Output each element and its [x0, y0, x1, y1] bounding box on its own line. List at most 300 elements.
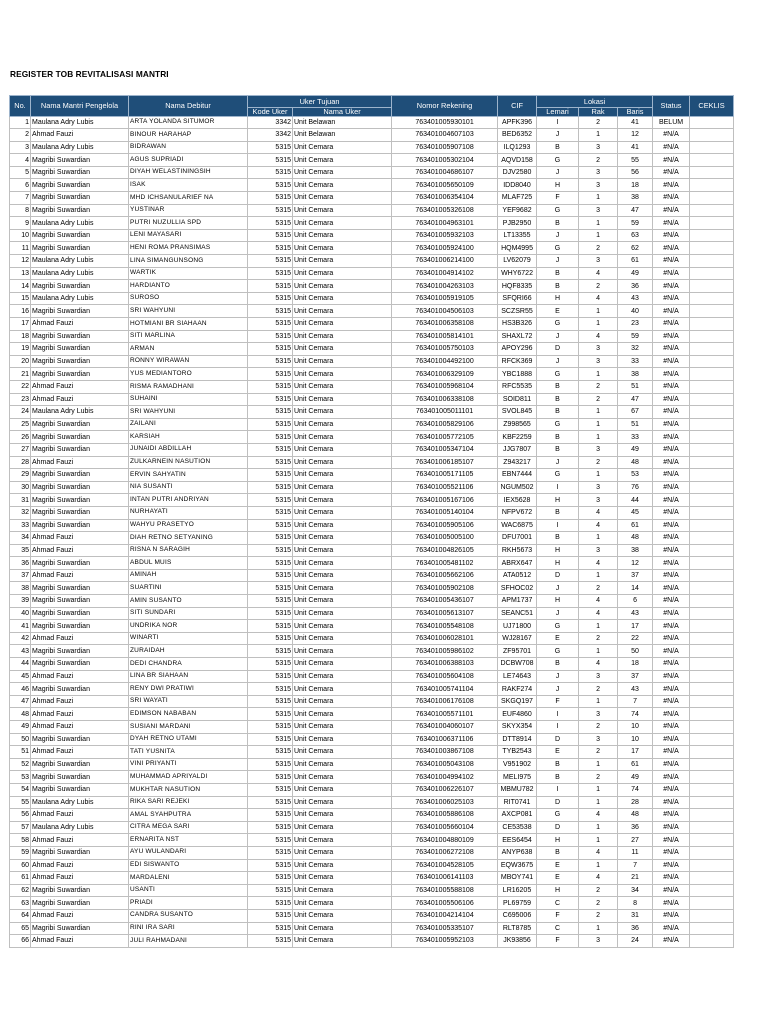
cell-mantri: Magribi Suwardian [31, 733, 129, 746]
cell-baris: 61 [618, 758, 653, 771]
cell-mantri: Maulana Adry Lubis [31, 292, 129, 305]
header-no: No. [10, 96, 31, 117]
cell-baris: 21 [618, 872, 653, 885]
cell-kode-uker: 3342 [248, 129, 293, 142]
cell-no: 66 [10, 935, 31, 948]
cell-rekening: 763401006185107 [392, 456, 498, 469]
cell-no: 6 [10, 179, 31, 192]
cell-cif: EES6454 [498, 834, 537, 847]
cell-status: #N/A [653, 229, 690, 242]
cell-no: 14 [10, 280, 31, 293]
cell-baris: 22 [618, 632, 653, 645]
cell-rekening: 763401005930101 [392, 116, 498, 129]
cell-kode-uker: 5315 [248, 192, 293, 205]
cell-rak: 1 [579, 406, 618, 419]
cell-debitur: KARSIAH [129, 431, 248, 444]
cell-baris: 59 [618, 330, 653, 343]
cell-cif: AQVD158 [498, 154, 537, 167]
cell-cif: SHAXL72 [498, 330, 537, 343]
header-debitur: Nama Debitur [129, 96, 248, 117]
cell-ceklis [690, 859, 734, 872]
cell-status: #N/A [653, 809, 690, 822]
cell-rekening: 763401004963101 [392, 217, 498, 230]
cell-lemari: G [537, 154, 579, 167]
cell-status: #N/A [653, 443, 690, 456]
cell-baris: 18 [618, 658, 653, 671]
cell-ceklis [690, 872, 734, 885]
cell-debitur: ARMAN [129, 343, 248, 356]
cell-lemari: H [537, 557, 579, 570]
cell-rekening: 763401005521106 [392, 481, 498, 494]
cell-lemari: J [537, 607, 579, 620]
cell-ceklis [690, 481, 734, 494]
cell-no: 16 [10, 305, 31, 318]
table-row [10, 532, 734, 545]
cell-mantri: Ahmad Fauzi [31, 456, 129, 469]
table-row [10, 519, 734, 532]
table-row [10, 909, 734, 922]
cell-rekening: 763401006226107 [392, 783, 498, 796]
cell-cif: MBMU782 [498, 783, 537, 796]
cell-ceklis [690, 922, 734, 935]
cell-nama-uker: Unit Cemara [293, 406, 392, 419]
cell-rak: 3 [579, 670, 618, 683]
cell-lemari: B [537, 267, 579, 280]
cell-kode-uker: 5315 [248, 406, 293, 419]
cell-mantri: Magribi Suwardian [31, 431, 129, 444]
cell-status: #N/A [653, 141, 690, 154]
cell-rak: 2 [579, 456, 618, 469]
cell-nama-uker: Unit Cemara [293, 217, 392, 230]
cell-cif: APFK396 [498, 116, 537, 129]
cell-cif: JJG7807 [498, 443, 537, 456]
cell-rak: 2 [579, 380, 618, 393]
cell-status: #N/A [653, 821, 690, 834]
cell-kode-uker: 5315 [248, 255, 293, 268]
cell-lemari: I [537, 721, 579, 734]
header-nama-uker: Nama Uker [293, 107, 392, 116]
cell-debitur: ISAK [129, 179, 248, 192]
cell-rekening: 763401005932103 [392, 229, 498, 242]
cell-rekening: 763401005772105 [392, 431, 498, 444]
cell-cif: ATA0512 [498, 569, 537, 582]
cell-baris: 43 [618, 607, 653, 620]
cell-cif: APM1737 [498, 595, 537, 608]
cell-no: 13 [10, 267, 31, 280]
cell-cif: ANYP638 [498, 846, 537, 859]
cell-baris: 50 [618, 645, 653, 658]
cell-lemari: B [537, 758, 579, 771]
cell-lemari: H [537, 834, 579, 847]
cell-rekening: 763401005011101 [392, 406, 498, 419]
cell-nama-uker: Unit Cemara [293, 771, 392, 784]
cell-rak: 1 [579, 431, 618, 444]
cell-mantri: Magribi Suwardian [31, 192, 129, 205]
cell-lemari: G [537, 318, 579, 331]
cell-ceklis [690, 318, 734, 331]
cell-lemari: E [537, 305, 579, 318]
cell-lemari: B [537, 431, 579, 444]
cell-lemari: B [537, 771, 579, 784]
cell-baris: 62 [618, 242, 653, 255]
cell-mantri: Magribi Suwardian [31, 154, 129, 167]
cell-cif: YEF9682 [498, 204, 537, 217]
header-lokasi: Lokasi [537, 96, 653, 108]
cell-nama-uker: Unit Cemara [293, 431, 392, 444]
cell-rekening: 763401005814101 [392, 330, 498, 343]
cell-no: 17 [10, 318, 31, 331]
cell-cif: HQM4995 [498, 242, 537, 255]
cell-cif: ZF95701 [498, 645, 537, 658]
cell-cif: WJ28167 [498, 632, 537, 645]
cell-rak: 4 [579, 519, 618, 532]
cell-status: #N/A [653, 909, 690, 922]
cell-debitur: RIKA SARI REJEKI [129, 796, 248, 809]
cell-kode-uker: 5315 [248, 721, 293, 734]
cell-rekening: 763401006214100 [392, 255, 498, 268]
cell-lemari: G [537, 809, 579, 822]
cell-lemari: H [537, 179, 579, 192]
cell-rekening: 763401006388103 [392, 658, 498, 671]
cell-nama-uker: Unit Cemara [293, 658, 392, 671]
cell-lemari: J [537, 670, 579, 683]
cell-cif: MELI975 [498, 771, 537, 784]
cell-nama-uker: Unit Cemara [293, 393, 392, 406]
cell-ceklis [690, 355, 734, 368]
table-row [10, 431, 734, 444]
cell-status: #N/A [653, 519, 690, 532]
cell-debitur: ABDUL MUIS [129, 557, 248, 570]
cell-mantri: Magribi Suwardian [31, 305, 129, 318]
cell-rak: 3 [579, 141, 618, 154]
cell-kode-uker: 5315 [248, 494, 293, 507]
cell-no: 63 [10, 897, 31, 910]
cell-debitur: USANTI [129, 884, 248, 897]
cell-nama-uker: Unit Cemara [293, 809, 392, 822]
cell-nama-uker: Unit Cemara [293, 368, 392, 381]
cell-rak: 1 [579, 859, 618, 872]
cell-ceklis [690, 141, 734, 154]
cell-mantri: Magribi Suwardian [31, 494, 129, 507]
cell-ceklis [690, 469, 734, 482]
table-row [10, 318, 734, 331]
table-row [10, 758, 734, 771]
cell-ceklis [690, 204, 734, 217]
cell-mantri: Magribi Suwardian [31, 897, 129, 910]
cell-nama-uker: Unit Cemara [293, 154, 392, 167]
cell-status: #N/A [653, 318, 690, 331]
cell-lemari: I [537, 481, 579, 494]
cell-rekening: 763401004506103 [392, 305, 498, 318]
cell-lemari: B [537, 141, 579, 154]
cell-baris: 59 [618, 217, 653, 230]
cell-cif: SOID811 [498, 393, 537, 406]
cell-rak: 1 [579, 758, 618, 771]
header-kode-uker: Kode Uker [248, 107, 293, 116]
cell-mantri: Magribi Suwardian [31, 620, 129, 633]
cell-status: #N/A [653, 166, 690, 179]
cell-baris: 48 [618, 532, 653, 545]
cell-ceklis [690, 255, 734, 268]
cell-lemari: D [537, 733, 579, 746]
cell-rak: 2 [579, 632, 618, 645]
cell-cif: WAC6875 [498, 519, 537, 532]
cell-nama-uker: Unit Cemara [293, 884, 392, 897]
cell-mantri: Magribi Suwardian [31, 280, 129, 293]
cell-ceklis [690, 393, 734, 406]
cell-ceklis [690, 229, 734, 242]
cell-rekening: 763401005905106 [392, 519, 498, 532]
cell-no: 57 [10, 821, 31, 834]
cell-kode-uker: 5315 [248, 368, 293, 381]
cell-debitur: HENI ROMA PRANSIMAS [129, 242, 248, 255]
cell-cif: LE74643 [498, 670, 537, 683]
cell-lemari: G [537, 204, 579, 217]
cell-status: #N/A [653, 595, 690, 608]
table-row [10, 494, 734, 507]
cell-debitur: PUTRI NUZULLIA SPD [129, 217, 248, 230]
cell-cif: YBC1888 [498, 368, 537, 381]
cell-mantri: Magribi Suwardian [31, 469, 129, 482]
cell-debitur: JUNAIDI ABDILLAH [129, 443, 248, 456]
cell-kode-uker: 5315 [248, 532, 293, 545]
cell-no: 18 [10, 330, 31, 343]
table-row [10, 733, 734, 746]
cell-kode-uker: 5315 [248, 456, 293, 469]
table-row [10, 305, 734, 318]
header-mantri: Nama Mantri Pengelola [31, 96, 129, 117]
cell-status: #N/A [653, 632, 690, 645]
cell-rak: 3 [579, 935, 618, 948]
register-table [9, 95, 734, 948]
cell-nama-uker: Unit Cemara [293, 695, 392, 708]
table-row [10, 897, 734, 910]
table-row [10, 846, 734, 859]
cell-baris: 51 [618, 380, 653, 393]
cell-kode-uker: 5315 [248, 519, 293, 532]
cell-rekening: 763401004994102 [392, 771, 498, 784]
cell-status: #N/A [653, 746, 690, 759]
cell-cif: DCBW708 [498, 658, 537, 671]
cell-mantri: Magribi Suwardian [31, 443, 129, 456]
cell-no: 4 [10, 154, 31, 167]
table-row [10, 154, 734, 167]
cell-baris: 40 [618, 305, 653, 318]
cell-status: #N/A [653, 380, 690, 393]
cell-cif: EUF4860 [498, 708, 537, 721]
cell-mantri: Magribi Suwardian [31, 242, 129, 255]
cell-nama-uker: Unit Cemara [293, 859, 392, 872]
cell-status: #N/A [653, 872, 690, 885]
cell-mantri: Magribi Suwardian [31, 204, 129, 217]
table-row [10, 242, 734, 255]
cell-status: #N/A [653, 645, 690, 658]
cell-cif: AXCP081 [498, 809, 537, 822]
cell-cif: SKYX354 [498, 721, 537, 734]
table-row [10, 658, 734, 671]
table-row [10, 809, 734, 822]
table-row [10, 380, 734, 393]
cell-cif: IEX5628 [498, 494, 537, 507]
cell-nama-uker: Unit Cemara [293, 721, 392, 734]
cell-mantri: Magribi Suwardian [31, 683, 129, 696]
cell-baris: 31 [618, 909, 653, 922]
cell-rak: 1 [579, 569, 618, 582]
cell-nama-uker: Unit Cemara [293, 494, 392, 507]
cell-ceklis [690, 179, 734, 192]
cell-kode-uker: 5315 [248, 670, 293, 683]
cell-debitur: LENI MAYASARI [129, 229, 248, 242]
cell-rekening: 763401005571101 [392, 708, 498, 721]
cell-status: #N/A [653, 783, 690, 796]
table-row [10, 582, 734, 595]
cell-rak: 4 [579, 330, 618, 343]
cell-status: #N/A [653, 393, 690, 406]
cell-kode-uker: 5315 [248, 393, 293, 406]
cell-status: #N/A [653, 557, 690, 570]
cell-baris: 41 [618, 116, 653, 129]
cell-ceklis [690, 809, 734, 822]
cell-nama-uker: Unit Cemara [293, 670, 392, 683]
cell-status: #N/A [653, 796, 690, 809]
cell-rak: 3 [579, 179, 618, 192]
cell-lemari: J [537, 330, 579, 343]
cell-nama-uker: Unit Cemara [293, 544, 392, 557]
cell-ceklis [690, 746, 734, 759]
cell-debitur: SRI WAHYUNI [129, 406, 248, 419]
cell-rekening: 763401005548108 [392, 620, 498, 633]
cell-no: 46 [10, 683, 31, 696]
cell-baris: 6 [618, 595, 653, 608]
table-row [10, 922, 734, 935]
cell-no: 23 [10, 393, 31, 406]
header-ceklis: CEKLIS [690, 96, 734, 117]
cell-mantri: Magribi Suwardian [31, 922, 129, 935]
cell-kode-uker: 5315 [248, 935, 293, 948]
cell-baris: 56 [618, 166, 653, 179]
cell-status: #N/A [653, 255, 690, 268]
cell-kode-uker: 5315 [248, 431, 293, 444]
cell-kode-uker: 5315 [248, 683, 293, 696]
cell-cif: KBF2259 [498, 431, 537, 444]
cell-debitur: MHD ICHSANULARIEF NA [129, 192, 248, 205]
cell-status: #N/A [653, 683, 690, 696]
cell-no: 48 [10, 708, 31, 721]
cell-cif: BED6352 [498, 129, 537, 142]
cell-kode-uker: 5315 [248, 620, 293, 633]
cell-cif: PL69759 [498, 897, 537, 910]
cell-mantri: Magribi Suwardian [31, 595, 129, 608]
cell-ceklis [690, 343, 734, 356]
cell-kode-uker: 5315 [248, 141, 293, 154]
cell-debitur: TATI YUSNITA [129, 746, 248, 759]
cell-nama-uker: Unit Cemara [293, 192, 392, 205]
table-row [10, 884, 734, 897]
cell-mantri: Magribi Suwardian [31, 758, 129, 771]
cell-nama-uker: Unit Cemara [293, 909, 392, 922]
cell-baris: 10 [618, 721, 653, 734]
cell-debitur: DIAH RETNO SETYANING [129, 532, 248, 545]
cell-debitur: SITI MARLINA [129, 330, 248, 343]
cell-ceklis [690, 267, 734, 280]
cell-baris: 45 [618, 506, 653, 519]
cell-cif: MBOY741 [498, 872, 537, 885]
cell-baris: 48 [618, 809, 653, 822]
cell-status: #N/A [653, 280, 690, 293]
cell-no: 36 [10, 557, 31, 570]
cell-baris: 14 [618, 582, 653, 595]
cell-cif: SFHOC02 [498, 582, 537, 595]
cell-debitur: CANDRA SUSANTO [129, 909, 248, 922]
cell-baris: 12 [618, 557, 653, 570]
cell-debitur: SUSIANI MARDANI [129, 721, 248, 734]
cell-lemari: J [537, 355, 579, 368]
cell-rekening: 763401005886108 [392, 809, 498, 822]
cell-rak: 3 [579, 494, 618, 507]
cell-kode-uker: 5315 [248, 632, 293, 645]
cell-debitur: CITRA MEGA SARI [129, 821, 248, 834]
cell-baris: 51 [618, 418, 653, 431]
cell-mantri: Ahmad Fauzi [31, 129, 129, 142]
cell-kode-uker: 5315 [248, 821, 293, 834]
cell-debitur: AMIN SUSANTO [129, 595, 248, 608]
cell-debitur: MUHAMMAD APRIYALDI [129, 771, 248, 784]
cell-nama-uker: Unit Cemara [293, 872, 392, 885]
cell-rekening: 763401005968104 [392, 380, 498, 393]
cell-baris: 32 [618, 343, 653, 356]
cell-cif: SVOL845 [498, 406, 537, 419]
cell-status: #N/A [653, 846, 690, 859]
cell-debitur: EDI SISWANTO [129, 859, 248, 872]
cell-baris: 11 [618, 846, 653, 859]
cell-mantri: Magribi Suwardian [31, 418, 129, 431]
cell-ceklis [690, 129, 734, 142]
table-row [10, 368, 734, 381]
cell-status: #N/A [653, 129, 690, 142]
cell-baris: 49 [618, 267, 653, 280]
cell-baris: 34 [618, 884, 653, 897]
cell-rak: 1 [579, 834, 618, 847]
cell-rekening: 763401004214104 [392, 909, 498, 922]
cell-status: #N/A [653, 481, 690, 494]
cell-nama-uker: Unit Cemara [293, 141, 392, 154]
cell-kode-uker: 5315 [248, 733, 293, 746]
cell-no: 31 [10, 494, 31, 507]
cell-baris: 8 [618, 897, 653, 910]
cell-rekening: 763401006028101 [392, 632, 498, 645]
cell-no: 2 [10, 129, 31, 142]
cell-rak: 2 [579, 771, 618, 784]
cell-lemari: G [537, 242, 579, 255]
table-row [10, 267, 734, 280]
cell-cif: RAKF274 [498, 683, 537, 696]
cell-debitur: WAHYU PRASETYO [129, 519, 248, 532]
cell-rak: 1 [579, 821, 618, 834]
cell-mantri: Ahmad Fauzi [31, 708, 129, 721]
cell-rekening: 763401004607103 [392, 129, 498, 142]
cell-debitur: LINA BR SIAHAAN [129, 670, 248, 683]
cell-no: 65 [10, 922, 31, 935]
cell-baris: 76 [618, 481, 653, 494]
cell-mantri: Magribi Suwardian [31, 658, 129, 671]
cell-lemari: H [537, 292, 579, 305]
cell-mantri: Magribi Suwardian [31, 771, 129, 784]
cell-status: #N/A [653, 242, 690, 255]
cell-rekening: 763401005506106 [392, 897, 498, 910]
cell-ceklis [690, 783, 734, 796]
table-row [10, 557, 734, 570]
cell-mantri: Magribi Suwardian [31, 368, 129, 381]
